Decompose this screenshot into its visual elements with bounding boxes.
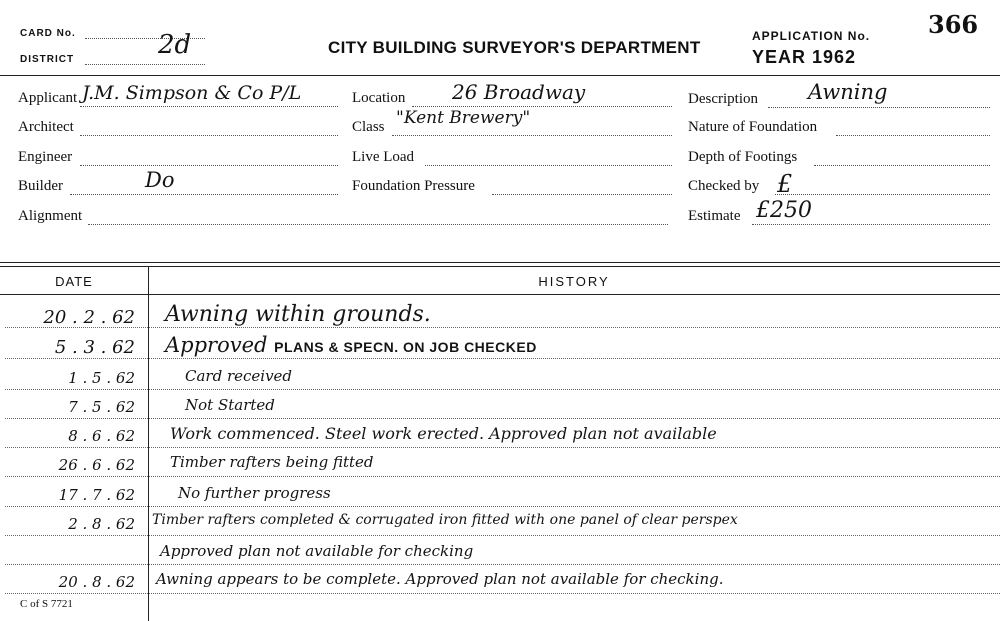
row-divider: [5, 389, 1000, 390]
nature-of-foundation-line: [836, 135, 990, 136]
checked-by-line: [775, 194, 990, 195]
row-history: No further progress: [178, 484, 331, 502]
table-top-rule: [0, 262, 1000, 263]
location-value: 26 Broadway: [452, 80, 586, 104]
row-history: Awning within grounds.: [165, 302, 431, 327]
depth-of-footings-line: [814, 165, 990, 166]
builder-line: [70, 194, 338, 195]
row-history: Approved plan not available for checking: [160, 542, 474, 560]
row-divider: [5, 447, 1000, 448]
estimate-value: £250: [756, 198, 812, 223]
row-date: 2 . 8 . 62: [68, 515, 135, 533]
depth-of-footings-label: Depth of Footings: [688, 149, 798, 165]
checked-by-label: Checked by: [688, 178, 760, 194]
row-date: 1 . 5 . 62: [68, 369, 135, 387]
class-label: Class: [352, 119, 385, 135]
district-label: DISTRICT: [20, 54, 75, 65]
row-divider: [5, 418, 1000, 419]
row-date: 20 . 8 . 62: [58, 573, 135, 591]
live-load-label: Live Load: [352, 149, 415, 165]
alignment-line: [88, 224, 668, 225]
checked-by-value: £: [777, 170, 793, 198]
alignment-label: Alignment: [18, 208, 83, 224]
row-history: Timber rafters being fitted: [170, 453, 374, 471]
foundation-pressure-line: [492, 194, 672, 195]
class-line: [392, 135, 672, 136]
row-history: Timber rafters completed & corrugated iron fitted with one panel of clear perspex: [152, 512, 738, 528]
class-value: "Kent Brewery": [396, 108, 531, 128]
row-date: 7 . 5 . 62: [68, 398, 135, 416]
row-date: 17 . 7 . 62: [58, 486, 135, 504]
row-divider: [5, 506, 1000, 507]
card-no-label: CARD No.: [20, 28, 76, 39]
row-date: 26 . 6 . 62: [58, 456, 135, 474]
architect-label: Architect: [18, 119, 74, 135]
foundation-pressure-label: Foundation Pressure: [352, 178, 475, 194]
table-top-rule-2: [0, 266, 1000, 267]
estimate-line: [752, 224, 990, 225]
row-history-text: Approved: [165, 333, 268, 357]
row-history: Card received: [185, 367, 293, 385]
district-value: 2d: [158, 30, 192, 60]
card-number: 366: [928, 10, 979, 39]
row-history: Awning appears to be complete. Approved plan not available for checking.: [156, 570, 724, 588]
architect-line: [80, 135, 338, 136]
row-divider: [5, 327, 1000, 328]
row-divider: [5, 358, 1000, 359]
builder-value: Do: [145, 168, 175, 192]
district-line: [85, 64, 205, 65]
date-header: DATE: [55, 274, 93, 289]
date-column-divider: [148, 266, 149, 621]
form-code: C of S 7721: [20, 598, 73, 610]
header-bottom-rule: [0, 294, 1000, 295]
row-date: 8 . 6 . 62: [68, 427, 135, 445]
description-value: Awning: [808, 80, 888, 104]
header-rule: [0, 75, 1000, 76]
row-history: [165, 333, 537, 357]
description-line: [768, 107, 990, 108]
row-history: Not Started: [185, 396, 275, 414]
row-divider: [5, 593, 1000, 594]
checked-stamp: PLANS & SPECN. ON JOB CHECKED: [274, 339, 537, 355]
location-line: [412, 106, 672, 107]
live-load-line: [425, 165, 672, 166]
engineer-label: Engineer: [18, 149, 73, 165]
applicant-value: J.M. Simpson & Co P/L: [82, 82, 302, 104]
row-divider: [5, 564, 1000, 565]
engineer-line: [80, 165, 338, 166]
history-header: HISTORY: [538, 274, 610, 289]
estimate-label: Estimate: [688, 208, 741, 224]
row-history: Work commenced. Steel work erected. Approved plan not available: [170, 424, 717, 443]
location-label: Location: [352, 90, 406, 106]
row-divider: [5, 476, 1000, 477]
nature-of-foundation-label: Nature of Foundation: [688, 119, 818, 135]
row-date: 5 . 3 . 62: [54, 337, 135, 358]
applicant-line: [80, 106, 338, 107]
row-date: 20 . 2 . 62: [43, 307, 135, 328]
builder-label: Builder: [18, 178, 63, 194]
application-no-label: APPLICATION No.: [752, 29, 871, 43]
applicant-label: Applicant: [18, 90, 78, 106]
year-label: YEAR 1962: [752, 47, 857, 67]
description-label: Description: [688, 91, 758, 107]
department-title: CITY BUILDING SURVEYOR'S DEPARTMENT: [328, 38, 701, 57]
row-divider: [5, 535, 1000, 536]
